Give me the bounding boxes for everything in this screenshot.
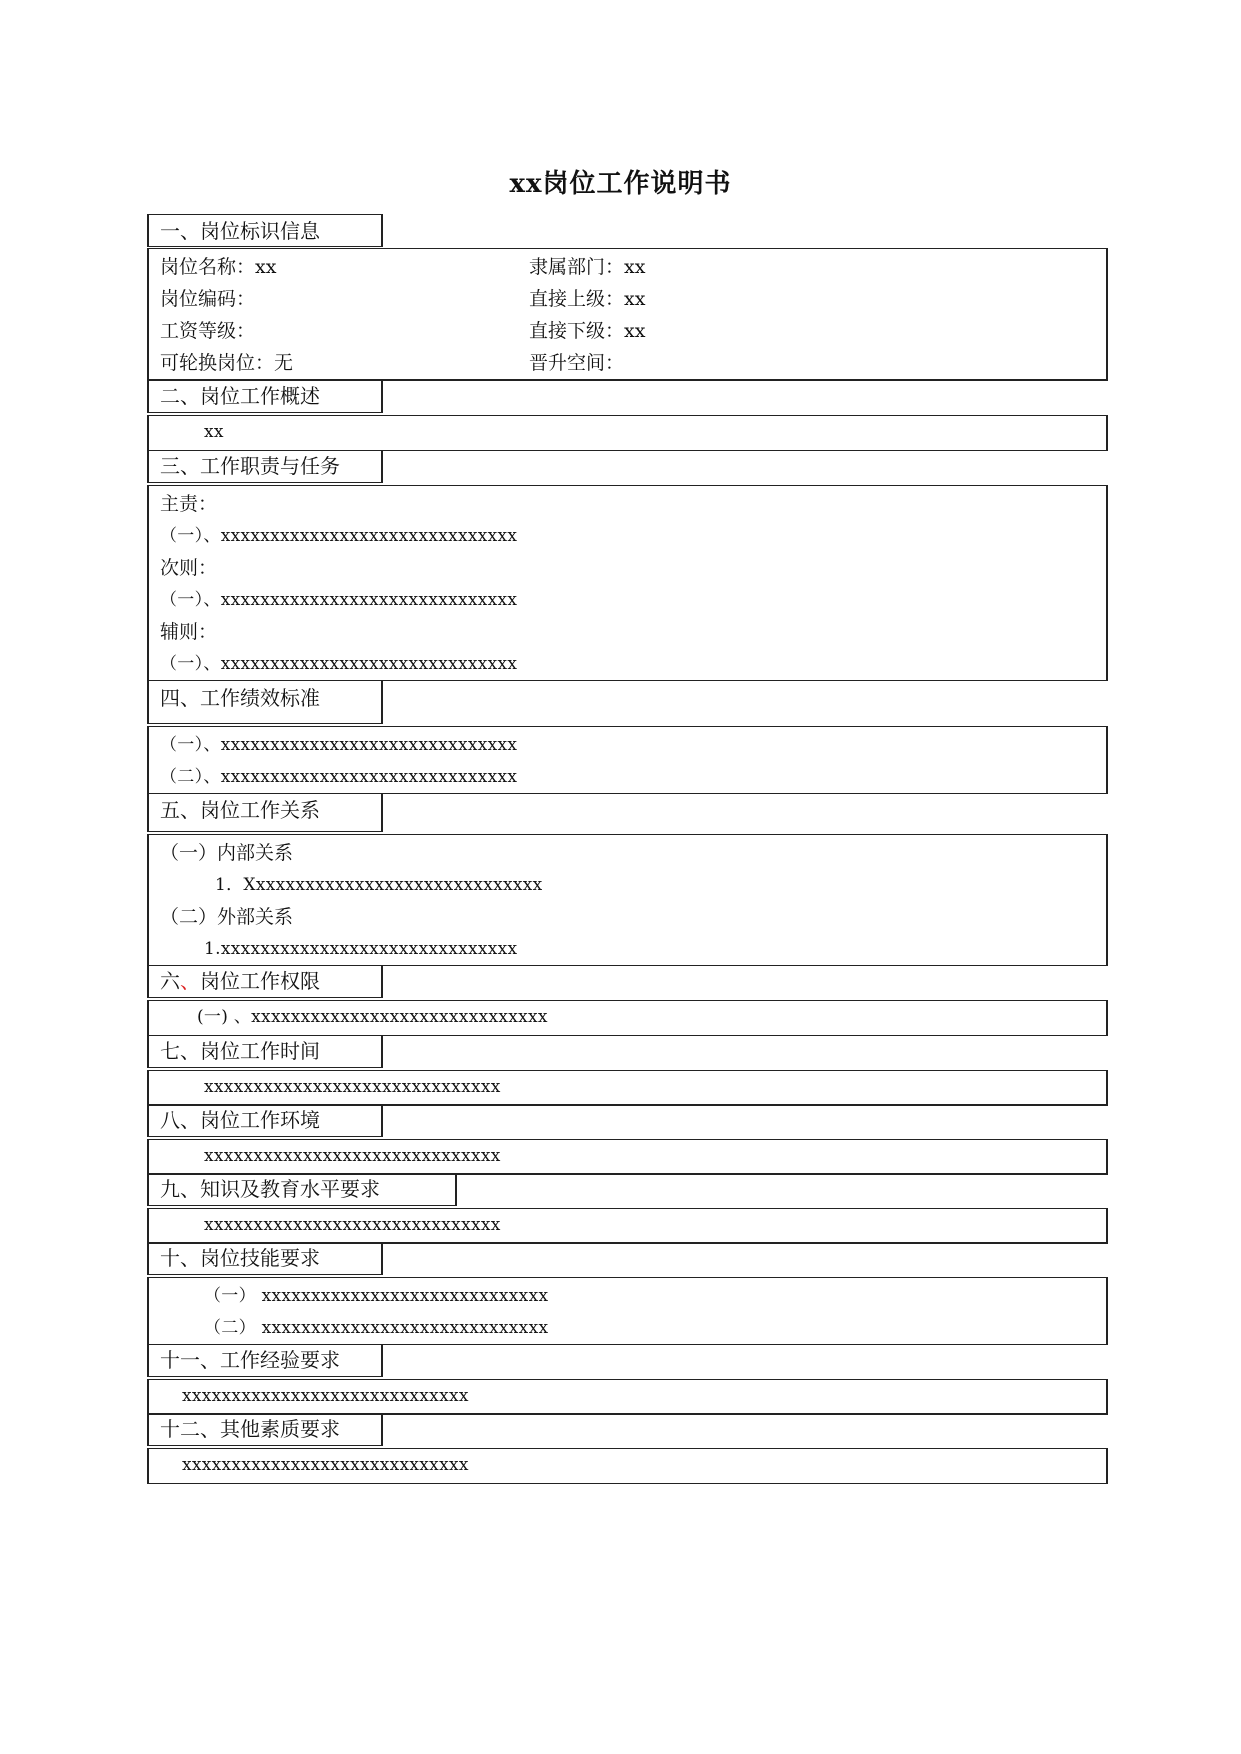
standard-item: （一）、xxxxxxxxxxxxxxxxxxxxxxxxxxxxxx [160, 735, 518, 755]
relation-item: 1．Xxxxxxxxxxxxxxxxxxxxxxxxxxxxxx [215, 875, 543, 895]
document-title: xx岗位工作说明书 [509, 169, 732, 199]
section-work-time [147, 1035, 1108, 1106]
section-header: 四、工作绩效标准 [147, 680, 383, 724]
duty-label: 主责： [160, 493, 218, 515]
section-relations [147, 793, 1108, 966]
skill-item: （二） xxxxxxxxxxxxxxxxxxxxxxxxxxxxx [204, 1318, 549, 1338]
section-identity [147, 214, 1108, 380]
info-row [149, 315, 1106, 347]
section-header: 三、工作职责与任务 [147, 450, 383, 483]
section-body [147, 248, 1108, 380]
salary-grade: 工资等级： [160, 320, 256, 342]
section-text: xxxxxxxxxxxxxxxxxxxxxxxxxxxxx [182, 1386, 469, 1406]
section-header: 一、岗位标识信息 [147, 214, 383, 247]
duty-label: 辅则： [160, 621, 218, 643]
relation-label: （一）内部关系 [160, 842, 294, 864]
direct-superior: 直接上级：xx [529, 288, 646, 310]
section-education [147, 1173, 1108, 1244]
duty-item: （一）、xxxxxxxxxxxxxxxxxxxxxxxxxxxxxx [160, 590, 518, 610]
section-authority [147, 965, 1108, 1036]
section-duties [147, 450, 1108, 681]
relation-item: 1.xxxxxxxxxxxxxxxxxxxxxxxxxxxxxx [204, 939, 518, 959]
section-text: xxxxxxxxxxxxxxxxxxxxxxxxxxxxx [182, 1455, 469, 1475]
section-header: 八、岗位工作环境 [147, 1104, 383, 1137]
header-part: 岗位工作权限 [200, 968, 320, 993]
section-text: xxxxxxxxxxxxxxxxxxxxxxxxxxxxxx [204, 1146, 501, 1166]
section-header: 十一、工作经验要求 [147, 1344, 383, 1377]
section-text: xxxxxxxxxxxxxxxxxxxxxxxxxxxxxx [204, 1077, 501, 1097]
duty-item: （一）、xxxxxxxxxxxxxxxxxxxxxxxxxxxxxx [160, 526, 518, 546]
job-name: 岗位名称：xx [160, 256, 277, 278]
job-code: 岗位编码： [160, 288, 256, 310]
section-header: 五、岗位工作关系 [147, 793, 383, 832]
department: 隶属部门：xx [529, 256, 646, 278]
section-experience [147, 1344, 1108, 1415]
relation-label: （二）外部关系 [160, 906, 294, 928]
duty-label: 次则： [160, 557, 218, 579]
info-row [149, 283, 1106, 315]
section-other-qualities [147, 1413, 1108, 1484]
section-environment [147, 1104, 1108, 1175]
section-text: (一) 、xxxxxxxxxxxxxxxxxxxxxxxxxxxxxx [197, 1007, 548, 1027]
standard-item: （二）、xxxxxxxxxxxxxxxxxxxxxxxxxxxxxx [160, 767, 518, 787]
rotatable-positions: 可轮换岗位：无 [160, 352, 294, 374]
section-skills [147, 1242, 1108, 1345]
section-overview [147, 380, 1108, 451]
info-row [149, 347, 1106, 379]
promotion-space: 晋升空间： [529, 352, 625, 374]
section-text: xx [204, 422, 224, 442]
section-performance [147, 680, 1108, 794]
duty-item: （一）、xxxxxxxxxxxxxxxxxxxxxxxxxxxxxx [160, 654, 518, 674]
info-row [149, 251, 1106, 283]
section-header [147, 965, 383, 998]
section-header: 九、知识及教育水平要求 [147, 1173, 457, 1206]
header-part: 六 [160, 968, 180, 993]
header-mark: 、 [180, 968, 200, 993]
section-header: 七、岗位工作时间 [147, 1035, 383, 1068]
direct-subordinate: 直接下级：xx [529, 320, 646, 342]
section-text: xxxxxxxxxxxxxxxxxxxxxxxxxxxxxx [204, 1215, 501, 1235]
skill-item: （一） xxxxxxxxxxxxxxxxxxxxxxxxxxxxx [204, 1286, 549, 1306]
section-header: 二、岗位工作概述 [147, 380, 383, 413]
section-header: 十二、其他素质要求 [147, 1413, 383, 1446]
section-header: 十、岗位技能要求 [147, 1242, 383, 1275]
